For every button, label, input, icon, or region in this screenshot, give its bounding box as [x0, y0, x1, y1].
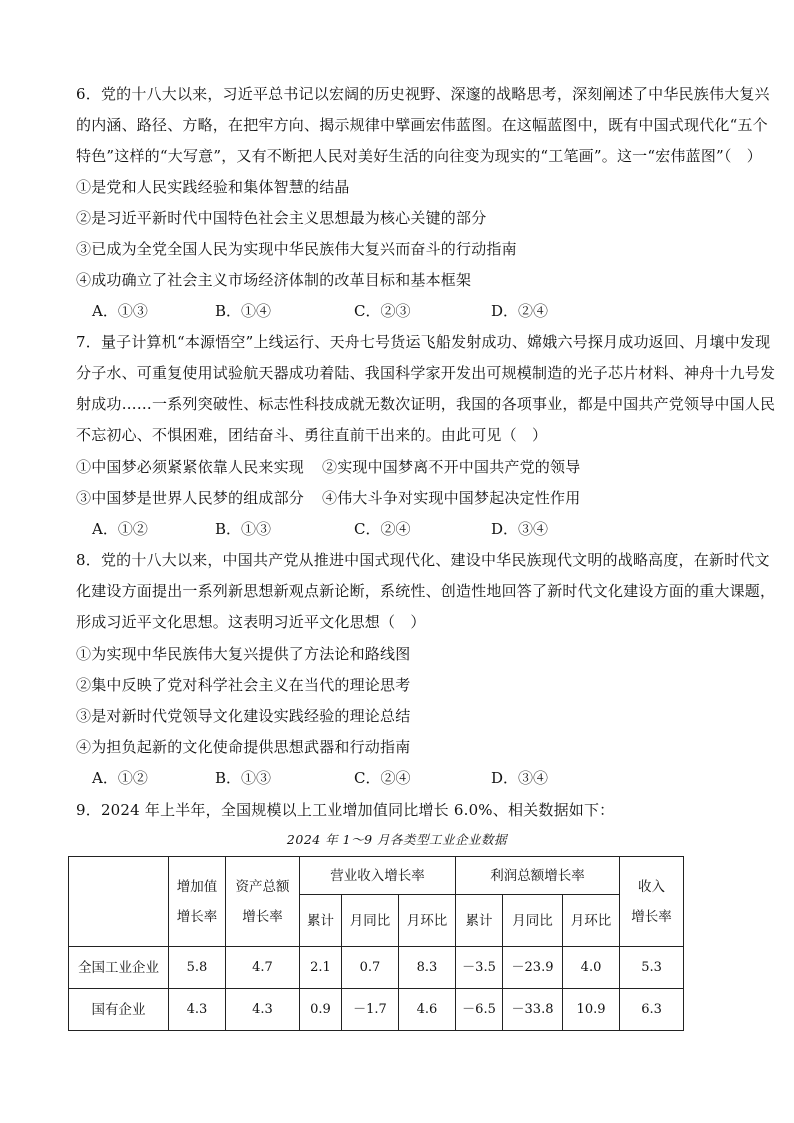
- q6-statement-3: ③已成为全党全国人民为实现中华民族伟大复兴而奋斗的行动指南: [76, 240, 517, 258]
- q8-stem-line-2: 化建设方面提出一系列新思想新观点新论断，系统性、创造性地回答了新时代文化建设方面的重大课题，: [76, 582, 776, 600]
- table-cell: 4.6: [399, 989, 456, 1031]
- q6-option-a[interactable]: A．①③: [92, 302, 148, 320]
- table-cell: 4.0: [563, 947, 620, 989]
- table-cell: 5.8: [169, 947, 226, 989]
- industry-data-table: [68, 856, 684, 1031]
- header-added-value-growth: [169, 857, 226, 947]
- q6-statement-4: ④成功确立了社会主义市场经济体制的改革目标和基本框架: [76, 271, 472, 289]
- q6-stem-line-3: 特色”这样的“大写意”，又有不断把人民对美好生活的向往变为现实的“工笔画”。这一“宏伟蓝图”（ ）: [76, 147, 762, 165]
- q8-stem-line-1: 8．党的十八大以来，中国共产党从推进中国式现代化、建设中华民族现代文明的战略高度，在新时代文: [76, 551, 770, 569]
- header-income-growth: [620, 857, 684, 947]
- header-blank-cell: [69, 857, 169, 947]
- table-caption: 2024 年 1～9 月各类型工业企业数据: [286, 832, 508, 847]
- header-assets-line2: 增长率: [242, 908, 283, 925]
- header-added-value-line2: 增长率: [176, 908, 218, 925]
- q8-statement-1: ①为实现中华民族伟大复兴提供了方法论和路线图: [76, 645, 411, 663]
- q6-stem-line-2: 的内涵、路径、方略，在把牢方向、揭示规律中擘画宏伟蓝图。在这幅蓝图中，既有中国式现代化“五个: [76, 116, 768, 134]
- table-cell: －33.8: [503, 989, 563, 1031]
- table-cell: 6.3: [620, 989, 684, 1031]
- q9-stem: 9．2024 年上半年，全国规模以上工业增加值同比增长 6.0%、相关数据如下：: [76, 801, 615, 819]
- header-assets-line1: 资产总额: [235, 878, 290, 895]
- q6-stem-line-1: 6．党的十八大以来，习近平总书记以宏阔的历史视野、深邃的战略思考，深刻阐述了中华民族伟大复兴: [76, 85, 770, 103]
- q6-option-c[interactable]: C．②③: [354, 302, 411, 320]
- table-cell: 10.9: [563, 989, 620, 1031]
- table-cell: 4.7: [226, 947, 300, 989]
- header-revenue-group: 营业收入增长率: [300, 857, 456, 895]
- table-cell: 2.1: [300, 947, 342, 989]
- header-profit-yoy: 月同比: [503, 895, 563, 947]
- header-income-line2: 增长率: [631, 908, 672, 925]
- table-cell: 8.3: [399, 947, 456, 989]
- q8-option-b[interactable]: B．①③: [215, 769, 272, 787]
- header-revenue-mom: 月环比: [399, 895, 456, 947]
- q6-option-d[interactable]: D．②④: [491, 302, 549, 320]
- header-profit-mom: 月环比: [563, 895, 620, 947]
- table-cell: 0.9: [300, 989, 342, 1031]
- table-cell: －1.7: [342, 989, 399, 1031]
- q7-stem-line-4: 不忘初心、不惧困难，团结奋斗、勇往直前干出来的。由此可见（ ）: [76, 426, 548, 444]
- table-row: [69, 947, 684, 989]
- table-cell: 4.3: [226, 989, 300, 1031]
- q7-option-c[interactable]: C．②④: [354, 520, 411, 538]
- q7-statement-4: ④伟大斗争对实现中国梦起决定性作用: [322, 489, 581, 507]
- header-assets-growth: [226, 857, 300, 947]
- q8-option-c[interactable]: C．②④: [354, 769, 411, 787]
- table-header-row-1: [69, 857, 684, 895]
- q8-option-a[interactable]: A．①②: [92, 769, 148, 787]
- q8-option-d[interactable]: D．③④: [491, 769, 549, 787]
- header-income-line1: 收入: [638, 878, 666, 895]
- row-label: 国有企业: [69, 989, 169, 1031]
- q7-option-a[interactable]: A．①②: [92, 520, 148, 538]
- q7-stem-line-3: 射成功……一系列突破性、标志性科技成就无数次证明，我国的各项事业，都是中国共产党领导中国人民: [76, 395, 776, 413]
- q7-statement-1: ①中国梦必须紧紧依靠人民来实现: [76, 458, 305, 476]
- header-revenue-yoy: 月同比: [342, 895, 399, 947]
- q6-option-b[interactable]: B．①④: [215, 302, 272, 320]
- q8-statement-3: ③是对新时代党领导文化建设实践经验的理论总结: [76, 707, 411, 725]
- q7-stem-line-2: 分子水、可重复使用试验航天器成功着陆、我国科学家开发出可规模制造的光子芯片材料、神舟十九号发: [76, 364, 776, 382]
- table-cell: 5.3: [620, 947, 684, 989]
- q7-stem-line-1: 7．量子计算机“本源悟空”上线运行、天舟七号货运飞船发射成功、嫦娥六号探月成功返回、月壤中发现: [76, 333, 771, 351]
- table-row: [69, 989, 684, 1031]
- table-cell: －23.9: [503, 947, 563, 989]
- table-cell: －6.5: [456, 989, 503, 1031]
- row-label: 全国工业企业: [69, 947, 169, 989]
- header-revenue-cumulative: 累计: [300, 895, 342, 947]
- q8-stem-line-3: 形成习近平文化思想。这表明习近平文化思想（ ）: [76, 613, 426, 631]
- q6-statement-1: ①是党和人民实践经验和集体智慧的结晶: [76, 178, 350, 196]
- q7-option-b[interactable]: B．①③: [215, 520, 272, 538]
- table-cell: 4.3: [169, 989, 226, 1031]
- header-profit-cumulative: 累计: [456, 895, 503, 947]
- table-cell: －3.5: [456, 947, 503, 989]
- q8-statement-4: ④为担负起新的文化使命提供思想武器和行动指南: [76, 738, 411, 756]
- q8-statement-2: ②集中反映了党对科学社会主义在当代的理论思考: [76, 676, 411, 694]
- header-added-value-line1: 增加值: [176, 878, 218, 895]
- q7-option-d[interactable]: D．③④: [491, 520, 549, 538]
- header-profit-group: 利润总额增长率: [456, 857, 620, 895]
- q6-statement-2: ②是习近平新时代中国特色社会主义思想最为核心关键的部分: [76, 209, 487, 227]
- table-cell: 0.7: [342, 947, 399, 989]
- q7-statement-2: ②实现中国梦离不开中国共产党的领导: [322, 458, 581, 476]
- q7-statement-3: ③中国梦是世界人民梦的组成部分: [76, 489, 305, 507]
